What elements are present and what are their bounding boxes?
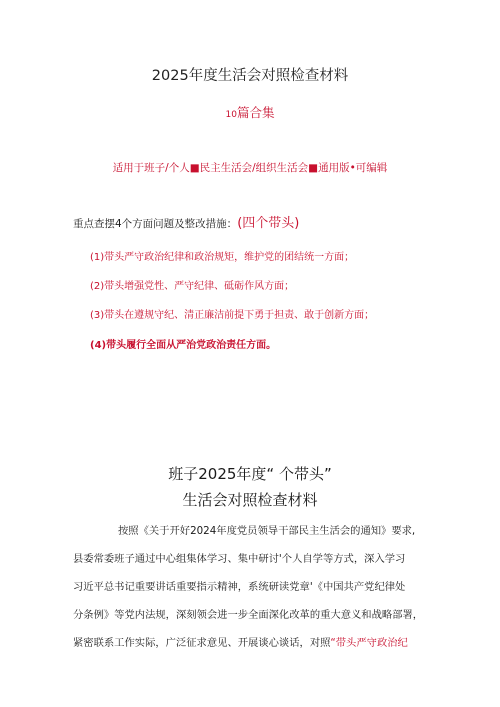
body-paragraph-line: 按照《关于开好2024年度党员领导干部民主生活会的通知》要求, [118,525,416,537]
body-paragraph-line: 习近平总书记重要讲话重要指示精神，系统研读党章'《中国共产党纪律处 [73,581,406,593]
section-heading-line-1: 班子2025年度“ 个带头” [168,465,332,483]
focus-highlight: (四个带头) [237,216,300,231]
section-heading-line-2: 生活会对照检查材料 [182,491,318,509]
applicability-note: 适用于班子/个人■民主生活会/组织生活会■通用版•可编辑 [112,162,388,174]
body-text: 紧密联系工作实际，广泛征求意见、开展谈心谈话，对照 [73,637,331,649]
list-item: (2)带头增强党性、严守纪律、砥砺作风方面； [90,281,295,292]
body-paragraph-line [73,634,408,649]
body-highlight: “带头严守政治纪 [330,637,408,649]
list-item: (1)带头严守政治纪律和政治规矩，维护党的团结统一方面； [90,252,355,263]
list-item: (3)带头在遵规守纪、清正廉洁前提下勇于担责、敢于创新方面； [90,310,375,321]
body-paragraph-line: 县委常委班子通过中心组集体学习、集中研讨'个人自学等方式，深入学习 [73,553,406,565]
subtitle-text: 篇合集 [236,105,275,120]
focus-line [73,212,299,231]
collection-subtitle [0,103,500,121]
document-title: 2025年度生活会对照检查材料 [151,68,349,84]
subtitle-number: 10 [225,110,237,120]
body-paragraph-line: 分条例》等党内法规，深刻领会进一步全面深化改革的重大意义和战略部署， [73,609,424,621]
focus-prefix: 重点查摆4个方面问题及整改措施： [73,218,238,230]
list-item: (4)带头履行全面从严治党政治责任方面。 [90,340,277,351]
